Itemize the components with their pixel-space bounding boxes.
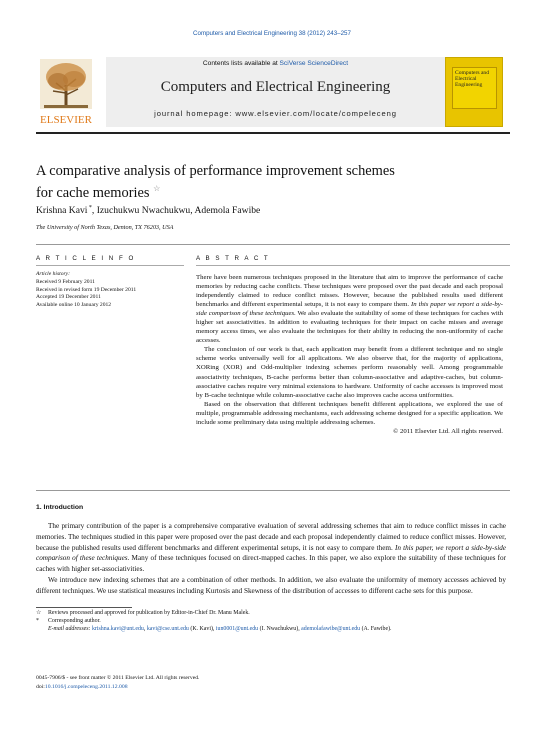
title-line-1: A comparative analysis of performance improvement schemes xyxy=(36,163,395,179)
article-history xyxy=(36,271,136,310)
section-heading: 1. Introduction xyxy=(36,504,84,511)
body-emphasis: In this paper, we report a side-by-side comparison of these techniques. xyxy=(36,543,506,563)
email-owner: (A. Fawibe). xyxy=(360,626,392,632)
body-paragraph xyxy=(36,521,506,575)
abstract-paragraph xyxy=(196,273,503,345)
footnote-editor xyxy=(36,609,506,617)
title-footnote-marker[interactable]: ☆ xyxy=(153,184,161,193)
article-info-heading: A R T I C L E I N F O xyxy=(36,255,136,262)
homepage-label: journal homepage: xyxy=(154,109,236,118)
abstract-text: We also evaluate the suitability of some of these techniques for caches with higher set associativities. In addition to evaluating techniques for their impact on cache misses and average memory access times, we also evaluate the techniques for their ability in reducing the non-uniformity of cache accesses. xyxy=(196,310,503,345)
body-text xyxy=(36,521,506,597)
journal-cover[interactable] xyxy=(445,57,503,127)
journal-homepage xyxy=(106,109,445,118)
email-owner: (I. Nwachukwu), xyxy=(258,626,302,632)
journal-title: Computers and Electrical Engineering xyxy=(160,79,391,95)
history-label: Article history: xyxy=(36,271,71,277)
abstract-paragraph: The conclusion of our work is that, each application may benefit from a different technique and no single scheme works universally well for all applications. We also observe that, for the majority of applications, XORing (XOR) and Odd-multiplier indexing schemes perform reasonably well. Among programmable associativity techniques, B-cache performs better than column-associative and adaptive-caches, but column-associative caches require very minimal extensions to hardware. Uniformity of cache accesses is improved most by B-cache technique while column-associative cache also improves cache access uniformities. xyxy=(196,346,503,399)
body-text-run: The primary contribution of the paper is a comprehensive comparative evaluation of several addressing schemes that aim to reduce conflict misses in cache memories. The techniques studied in this paper were proposed over the past decade and each proposal independently claimed to reduce conflict misses. However, because the published results used different benchmarks and different experimental setups, it is not easy to compare them. xyxy=(36,522,506,552)
front-matter xyxy=(36,674,199,692)
body-paragraph: We introduce new indexing schemes that are a combination of other methods. In addition, we also evaluate the uniformity of memory accesses achieved by different techniques. We use statistical measures including Kurtosis and Skewness of the distribution of accesses to different cache sets for this purpose. xyxy=(36,575,506,595)
affiliation: The University of North Texas, Denton, TX 76203, USA xyxy=(36,224,174,231)
divider xyxy=(196,265,510,266)
journal-header xyxy=(36,57,511,130)
copyright-notice: © 2011 Elsevier Ltd. All rights reserved. xyxy=(393,427,503,435)
divider xyxy=(36,244,510,245)
header-divider xyxy=(36,132,510,134)
doi-line xyxy=(36,683,199,692)
email-link[interactable]: ademolafawibe@unt.edu xyxy=(301,626,361,632)
journal-reference[interactable]: Computers and Electrical Engineering 38 (2012) 243–257 xyxy=(193,30,351,37)
abstract-text: There have been numerous techniques proposed in the literature that aim to improve the performance of cache memories by reducing cache conflicts. These techniques were proposed over the past decade and each proposal independently claimed to reduce conflict misses. However, because the published results used different benchmarks and different experimental setups, it is not easy to compare them. xyxy=(196,274,503,309)
contents-line xyxy=(106,60,445,67)
history-accepted: Accepted 19 December 2011 xyxy=(36,294,101,301)
footnote-text: Reviews processed and approved for publication by Editor-in-Chief Dr. Manu Malek. xyxy=(48,610,250,616)
body-text-run: Many of these techniques focused on direct-mapped caches. In this paper, we also explore the suitability of these techniques for caches with higher set-associativities. xyxy=(36,554,506,574)
title-line-2: for cache memories xyxy=(36,184,150,201)
footnote-corresponding xyxy=(36,617,506,625)
divider xyxy=(36,490,510,491)
history-revised: Received in revised form 19 December 2011 xyxy=(36,286,137,293)
doi-label: doi: xyxy=(36,684,45,690)
homepage-link[interactable]: www.elsevier.com/locate/compeleceng xyxy=(235,109,397,118)
email-label: E-mail addresses: xyxy=(48,626,91,632)
history-received: Received 9 February 2011 xyxy=(36,278,95,285)
article-title xyxy=(36,163,506,202)
email-link[interactable]: kavi@cse.unt.edu xyxy=(146,626,189,632)
co-authors: , Izuchukwu Nwachukwu, Ademola Fawibe xyxy=(91,205,261,217)
author-name: Krishna Kavi xyxy=(36,205,88,217)
sciencedirect-link[interactable]: SciVerse ScienceDirect xyxy=(279,60,349,67)
footnote-marker: * xyxy=(36,618,39,624)
footnote-emails xyxy=(36,625,506,633)
footnote-text: Corresponding author. xyxy=(48,618,101,624)
abstract xyxy=(196,273,503,436)
footnote-marker: ☆ xyxy=(36,610,42,616)
divider xyxy=(36,265,184,266)
abstract-emphasis: In this paper we report a side-by-side comparison of these techniques. xyxy=(196,301,503,318)
issn-line: 0045-7906/$ - see front matter © 2011 Elsevier Ltd. All rights reserved. xyxy=(36,675,200,681)
footnote-divider xyxy=(36,607,132,608)
history-online: Available online 10 January 2012 xyxy=(36,302,112,309)
contents-label: Contents lists available at xyxy=(202,60,280,67)
elsevier-logo xyxy=(36,57,96,127)
corresponding-marker[interactable]: * xyxy=(87,205,92,211)
author-list xyxy=(36,205,260,216)
separator: , xyxy=(143,626,147,632)
doi-link[interactable]: 10.1016/j.compeleceng.2011.12.008 xyxy=(44,684,128,690)
cover-title: Computers and Electrical Engineering xyxy=(452,67,497,109)
journal-banner xyxy=(106,57,445,127)
abstract-heading: A B S T R A C T xyxy=(196,255,270,262)
publisher-wordmark: ELSEVIER xyxy=(40,114,92,126)
footnotes xyxy=(36,609,506,633)
email-link[interactable]: krishna.kavi@unt.edu xyxy=(91,626,144,632)
email-link[interactable]: iun0001@unt.edu xyxy=(215,626,259,632)
abstract-paragraph: Based on the observation that different techniques benefit different applications, we explored the use of multiple, programmable addressing mechanisms, each addressing scheme designed for a specific application. We include some preliminary data using multiple addressing schemes. xyxy=(196,400,503,426)
email-owner: (K. Kavi), xyxy=(188,626,216,632)
elsevier-tree-icon xyxy=(36,57,96,127)
